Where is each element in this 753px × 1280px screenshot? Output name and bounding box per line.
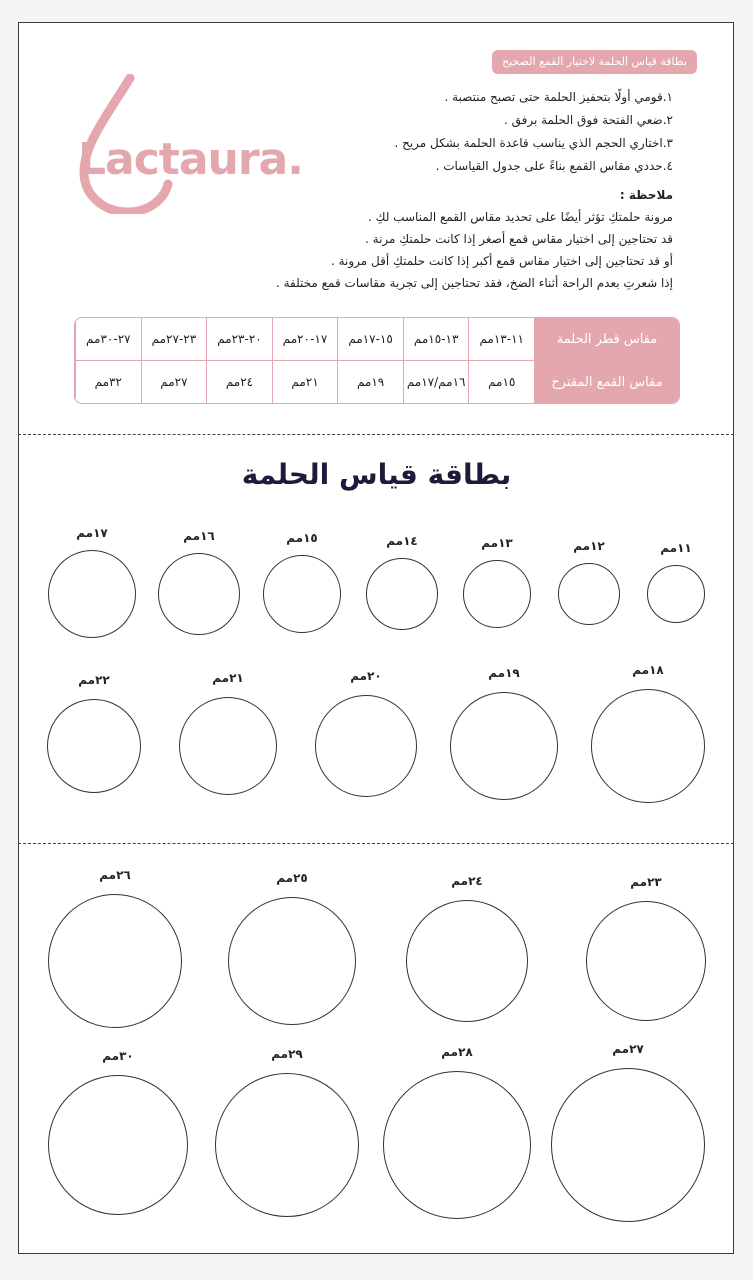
circle-size-label: ١٧مم bbox=[76, 526, 108, 540]
row-header: مقاس قطر الحلمة bbox=[534, 318, 679, 361]
circle-size-label: ٢٦مم bbox=[99, 868, 131, 882]
table-cell: ٢٤مم bbox=[206, 361, 272, 403]
table-cell: ٢١مم bbox=[272, 361, 338, 403]
circle-size-label: ٢٤مم bbox=[451, 874, 483, 888]
circle-size-label: ١٦مم bbox=[183, 529, 215, 543]
measuring-circle bbox=[158, 553, 240, 635]
table-cell: ١٥مم bbox=[468, 361, 534, 403]
measuring-circle bbox=[179, 697, 277, 795]
table-cell: ٢٠-٢٣مم bbox=[206, 318, 272, 361]
note-line: أو قد تحتاجين إلى اختيار مقاس قمع أكبر إذا كانت حلمتكِ أقل مرونة . bbox=[330, 254, 673, 268]
circle-size-label: ١١مم bbox=[660, 541, 692, 555]
measuring-circle bbox=[406, 900, 528, 1022]
measuring-circle bbox=[48, 1075, 188, 1215]
cut-line bbox=[18, 843, 734, 844]
table-cell: ١٥-١٧مم bbox=[337, 318, 403, 361]
measuring-circle bbox=[551, 1068, 705, 1222]
note-line: إذا شعرتِ بعدم الراحة أثناء الضخ، فقد تحتاجين إلى تجربة مقاسات قمع مختلفة . bbox=[275, 276, 673, 290]
measuring-circle bbox=[366, 558, 438, 630]
circle-size-label: ١٥مم bbox=[286, 531, 318, 545]
table-cell: ٢٧مم bbox=[141, 361, 207, 403]
circle-size-label: ١٤مم bbox=[386, 534, 418, 548]
measuring-circle bbox=[586, 901, 706, 1021]
note-line: مرونة حلمتكِ تؤثر أيضًا على تحديد مقاس القمع المناسب لكِ . bbox=[367, 210, 673, 224]
circle-size-label: ٣٠مم bbox=[102, 1049, 134, 1063]
instruction-steps bbox=[333, 86, 673, 178]
note-section bbox=[253, 184, 673, 294]
table-cell: ١٩مم bbox=[337, 361, 403, 403]
step-item: ٤.حددي مقاس القمع بناءً على جدول القياسات . bbox=[435, 159, 673, 173]
circle-size-label: ٢٧مم bbox=[612, 1042, 644, 1056]
measuring-circle bbox=[48, 550, 136, 638]
nipple-size-row bbox=[75, 318, 679, 361]
brand-name: Lactaura. bbox=[78, 134, 303, 185]
measuring-circle bbox=[463, 560, 531, 628]
circle-size-label: ١٨مم bbox=[632, 663, 664, 677]
circle-size-label: ٢٣مم bbox=[630, 875, 662, 889]
table-cell: ١٧-٢٠مم bbox=[272, 318, 338, 361]
step-item: ٢.ضعي الفتحة فوق الحلمة برفق . bbox=[503, 113, 673, 127]
measuring-circle bbox=[591, 689, 705, 803]
circle-size-label: ١٩مم bbox=[488, 666, 520, 680]
circle-size-label: ٢٠مم bbox=[350, 669, 382, 683]
measuring-circle bbox=[647, 565, 705, 623]
circle-size-label: ١٣مم bbox=[481, 536, 513, 550]
circle-size-label: ٢٢مم bbox=[78, 673, 110, 687]
step-item: ٣.اختاري الحجم الذي يناسب قاعدة الحلمة بشكل مريح . bbox=[394, 136, 673, 150]
step-item: ١.قومي أولًا بتحفيز الحلمة حتى تصبح منتصبة . bbox=[444, 90, 673, 104]
measuring-circle bbox=[558, 563, 620, 625]
circle-size-label: ٢٨مم bbox=[441, 1045, 473, 1059]
header-banner: بطاقة قياس الحلمة لاختيار القمع الصحيح bbox=[492, 50, 697, 74]
row-header: مقاس القمع المقترح bbox=[534, 361, 679, 403]
measuring-circle bbox=[48, 894, 182, 1028]
circle-size-label: ٢١مم bbox=[212, 671, 244, 685]
note-title: ملاحظة : bbox=[619, 188, 673, 202]
measuring-circle bbox=[315, 695, 417, 797]
table-cell: ١١-١٣مم bbox=[468, 318, 534, 361]
card-title: بطاقة قياس الحلمة bbox=[241, 458, 512, 491]
measuring-circle bbox=[47, 699, 141, 793]
circle-size-label: ١٢مم bbox=[573, 539, 605, 553]
circle-size-label: ٢٥مم bbox=[276, 871, 308, 885]
circle-size-label: ٢٩مم bbox=[271, 1047, 303, 1061]
measuring-circle bbox=[383, 1071, 531, 1219]
flange-size-row bbox=[75, 361, 679, 403]
measuring-circle bbox=[263, 555, 341, 633]
measuring-circle bbox=[228, 897, 356, 1025]
cut-line bbox=[18, 434, 734, 435]
size-chart-table bbox=[74, 317, 680, 404]
measuring-circle bbox=[215, 1073, 359, 1217]
table-cell: ١٣-١٥مم bbox=[403, 318, 469, 361]
table-cell: ٢٣-٢٧مم bbox=[141, 318, 207, 361]
note-line: قد تحتاجين إلى اختيار مقاس قمع أصغر إذا كانت حلمتكِ مرنة . bbox=[365, 232, 673, 246]
table-cell: ٣٢مم bbox=[75, 361, 141, 403]
table-cell: ١٦مم/١٧مم bbox=[403, 361, 469, 403]
table-cell: ٢٧-٣٠مم bbox=[75, 318, 141, 361]
measuring-circle bbox=[450, 692, 558, 800]
